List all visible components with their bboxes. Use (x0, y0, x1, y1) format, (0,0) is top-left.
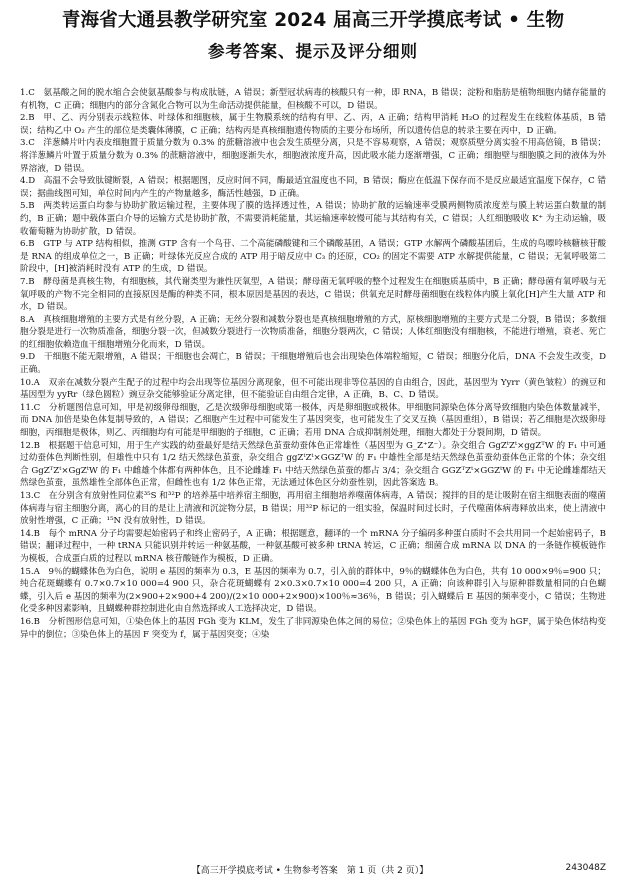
answer-explanation: B 每个 mRNA 分子均需要起始密码子和终止密码子，A 正确；根据题意，翻译的一个 mRNA 分子编码多种蛋白质时不会共用同一个起始密码子，B 错误；翻译过程中，一种 tRNA 只能识别并转运一种氨基酸，一种氨基酸可被多种 tRNA 转运，C 正确；细菌合成 mRNA 以 DNA 的一条链作模板链作为模板，合成蛋白质的过程以 mRNA 核苷酸链作为模板，D 正确。 (20, 528, 606, 564)
answer-item (20, 440, 606, 490)
answer-number: 7. (20, 276, 29, 287)
answer-number: 1. (20, 88, 29, 98)
answer-item (20, 137, 606, 175)
answer-explanation: D 干细胞不能无限增殖，A 错误；干细胞也会凋亡，B 错误；干细胞增殖后也会出现染色体端粒缩短，C 错误；细胞分化后，DNA 不会发生改变，D 正确。 (20, 352, 606, 376)
document-code: 243048Z (565, 863, 606, 873)
answer-number: 2. (20, 113, 29, 124)
answer-item (20, 528, 606, 566)
answer-item (20, 112, 606, 137)
answer-item (20, 200, 606, 238)
answer-item (20, 238, 606, 276)
answer-number: 15. (20, 566, 34, 577)
answer-explanation: B 根据题干信息可知，用于生产实践的幼蚕最好是结天然绿色茧蚕幼蚕体色正常雄性（基因型为 G_Z⁺Z⁻）。杂交组合 GgZᵗZᵗ×ggZᵀW 的 F₁ 中可通过幼蚕体色判断性别，但雄性中只有 1/2 结天然绿色茧蚕，杂交组合 ggZᵗZᵗ×GGZᵀW 的 F₁ 中雄性全部是结天然绿色茧蚕幼蚕体色正常的个体；杂交组合 GgZᵀZᵗ×GgZᵗW 的 F₁ 中雌雄个体都有两种体色，且不论雌雄 F₁ 中结天然绿色茧蚕的都占 3/4；杂交组合 GGZᵀZᵗ×GGZᵗW 的 F₁ 中无论雌雄都结天然绿色茧蚕，虽然雄性全部体色正常，但雌性也有 1/2 体色正常，无法通过体色区分幼蚕性别，因此答案选 B。 (20, 440, 607, 489)
answer-item (20, 566, 606, 616)
answer-item (20, 351, 606, 376)
answer-number: 9. (20, 352, 29, 363)
footer-text: 【高三开学摸底考试 • 生物参考答案 第 1 页（共 2 页）】 (191, 866, 429, 876)
answer-explanation: B 甲、乙、丙分别表示线粒体、叶绿体和细胞核，属于生物膜系统的结构有甲、乙、丙，A 正确；结构甲消耗 H₂O 的过程发生在线粒体基质，B 错误；结构乙中 O₂ 产生的部位是类囊体薄膜，C 正确；结构丙是真核细胞遗传物质的主要分布场所，所以遗传信息的转录主要在丙中，D 正确。 (20, 113, 606, 136)
answer-number: 8. (20, 314, 29, 325)
answer-explanation: B 分析图形信息可知，①染色体上的基因 FGh 变为 KLM，发生了非同源染色体之间的易位；②染色体上的基因 FGh 变为 hGF，属于染色体结构变异中的倒位；③染色体上的基因 F 突变为 f，属于基因突变；④染 (20, 616, 606, 640)
answer-number: 3. (20, 138, 29, 149)
answer-explanation: A 双亲在减数分裂产生配子的过程中均会出现等位基因分离现象，但不可能出现非等位基因的自由组合，因此，基因型为 Yyrr（黄色皱粒）的豌豆和基因型为 yyRr（绿色圆粒）豌豆杂交能够验证分离定律，但不能验证自由组合定律，A 正确，B、C、D 错误。 (20, 377, 606, 401)
answer-number: 11. (20, 402, 34, 413)
answer-number: 13. (20, 491, 34, 501)
answer-item (20, 377, 606, 402)
answer-number: 10. (20, 377, 34, 388)
page-footer (0, 863, 620, 877)
answer-explanation: A 9％的蝴蝶体色为白色，说明 e 基因的频率为 0.3，E 基因的频率为 0.7，引入前的群体中，9％的蝴蝶体色为白色，共有 10 000×9％=900 只；纯合花斑蝴蝶有 0.7×0.7×10 000=4 900 只，杂合花斑蝴蝶有 2×0.3×0.7×10 000=4 200 只，A 正确；向该种群引入与原种群数量相同的白色蝴蝶，引入后 e 基因的频率为(2×900+2×900+4 200)/(2×10 000+2×900)×100％≈36％，B 错误；引入蝴蝶后 E 基因的频率变小，C 错误；生物进化受多种因素影响，且蝴蝶种群控制进化由自然选择或人工选择决定，D 错误。 (20, 566, 606, 615)
answer-item (20, 87, 606, 112)
answer-number: 16. (20, 616, 34, 627)
answer-explanation: D 高温不会导致肽键断裂，A 错误；根据题图，反应时间不同，酶最适宜温度也不同，B 错误；酶应在低温下保存而不是反应最适宜温度下保存，C 错误；据曲线图可知，单位时间内产生的产物量越多，酶活性越强，D 正确。 (20, 176, 606, 199)
answer-number: 14. (20, 528, 34, 539)
answer-item (20, 314, 606, 352)
answer-explanation: B GTP 与 ATP 结构相似，推测 GTP 含有一个鸟苷、二个高能磷酸键和三个磷酸基团，A 错误；GTP 水解两个磷酸基团后，生成的鸟嘌呤核糖核苷酸是 RNA 的组成单位之一，B 正确；叶绿体光反应合成的 ATP 用于暗反应中 C₃ 的还原，CO₂ 的固定不需要 ATP 水解提供能量，C 错误；无氧呼吸第二阶段中，[H]被消耗时没有 ATP 的生成，D 错误。 (20, 239, 606, 275)
answer-item (20, 616, 606, 641)
answer-number: 6. (20, 239, 29, 250)
answer-number: 4. (20, 176, 29, 187)
answer-number: 12. (20, 440, 34, 451)
page-subtitle: 参考答案、提示及评分细则 (208, 42, 418, 61)
answer-item (20, 175, 606, 200)
page-title: 青海省大通县教学研究室 2024 届高三开学摸底考试 • 生物 (61, 10, 565, 31)
answer-explanation: C 氨基酸之间的脱水缩合会使氨基酸参与构成肽链，A 错误；新型冠状病毒的核酸只有一种，即 RNA，B 错误；淀粉和脂肪是植物细胞内储存能量的有机物，C 正确；细胞内的部分含氮化合物可以为生命活动提供能量，但核酸不可以，D 错误。 (20, 88, 606, 111)
answer-list (20, 87, 606, 641)
answer-explanation: A 真核细胞增殖的主要方式是有丝分裂，A 正确；无丝分裂和减数分裂也是真核细胞增殖的方式，原核细胞增殖的主要方式是二分裂，B 错误；多数细胞分裂是进行一次物质准备，细胞分裂一次，但减数分裂进行一次物质准备，细胞分裂两次，C 错误；人体红细胞没有细胞核，不能进行增殖，衰老、死亡的红细胞依赖造血干细胞增殖分化而来，D 错误。 (20, 314, 606, 350)
answer-item (20, 276, 606, 314)
answer-item (20, 490, 606, 528)
answer-explanation: C 洋葱鳞片叶内表皮细胞置于质量分数为 0.3% 的蔗糖溶液中也会发生质壁分离，只是不容易观察，A 错误；观察质壁分离实验不用高倍镜，B 错误；将洋葱鳞片叶置于质量分数为 0.3% 的蔗糖溶液中，细胞逐渐失水，细胞液浓度升高，因此吸水能力逐渐增强，C 正确；细胞壁与细胞膜之间的液体为外界溶液，D 错误。 (20, 138, 606, 174)
answer-explanation: C 在分别含有放射性同位素³⁵S 和³²P 的培养基中培养宿主细胞，再用宿主细胞培养噬菌体病毒，A 错误；搅拌的目的是让吸附在宿主细胞表面的噬菌体病毒与宿主细胞分离，离心的目的是让上清液和沉淀物分层，B 错误；用³²P 标记的一组实验，保温时间过长时，子代噬菌体病毒释放出来，使上清液中放射性增强，C 正确；¹⁵N 没有放射性，D 错误。 (20, 491, 606, 527)
answer-explanation: C 分析题图信息可知，甲是初级卵母细胞，乙是次级卵母细胞或第一极体，丙是卵细胞或极体。甲细胞同源染色体分离导致细胞内染色体数量减半，而 DNA 加倍是染色体复制导致的，A 错误；乙细胞产生过程中可能发生了基因突变，也可能发生了交叉互换（基因重组），B 错误；若乙细胞是次级卵母细胞，丙细胞是极体，则乙、丙细胞均有可能是甲细胞的子细胞，C 正确；若用 DNA 合成抑制剂处理，细胞大都处于分裂间期，D 错误。 (20, 402, 606, 439)
answer-item (20, 402, 606, 440)
answer-explanation: B 两类转运蛋白均参与协助扩散运输过程，主要体现了膜的选择透过性，A 错误；协助扩散的运输速率受膜两侧物质浓度差与膜上转运蛋白数量的制约，B 正确；题中载体蛋白介导的运输方式是协助扩散，不需要消耗能量，其运输速率较慢可能与其结构有关，C 错误；人红细胞吸收 K⁺ 为主动运输，吸收葡萄糖为协助扩散，D 错误。 (20, 201, 606, 237)
answer-number: 5. (20, 201, 29, 212)
answer-explanation: B 酵母菌是真核生物，有细胞核，其代谢类型为兼性厌氧型，A 错误；酵母菌无氧呼吸的整个过程发生在细胞质基质中，B 正确；酵母菌有氧呼吸与无氧呼吸的产物不完全相同的直接原因是酶的种类不同，根本原因是基因的表达，C 错误；供氧充足时酵母菌细胞在线粒体内膜上氧化[H]产生大量 ATP 和水，D 错误。 (20, 276, 606, 313)
